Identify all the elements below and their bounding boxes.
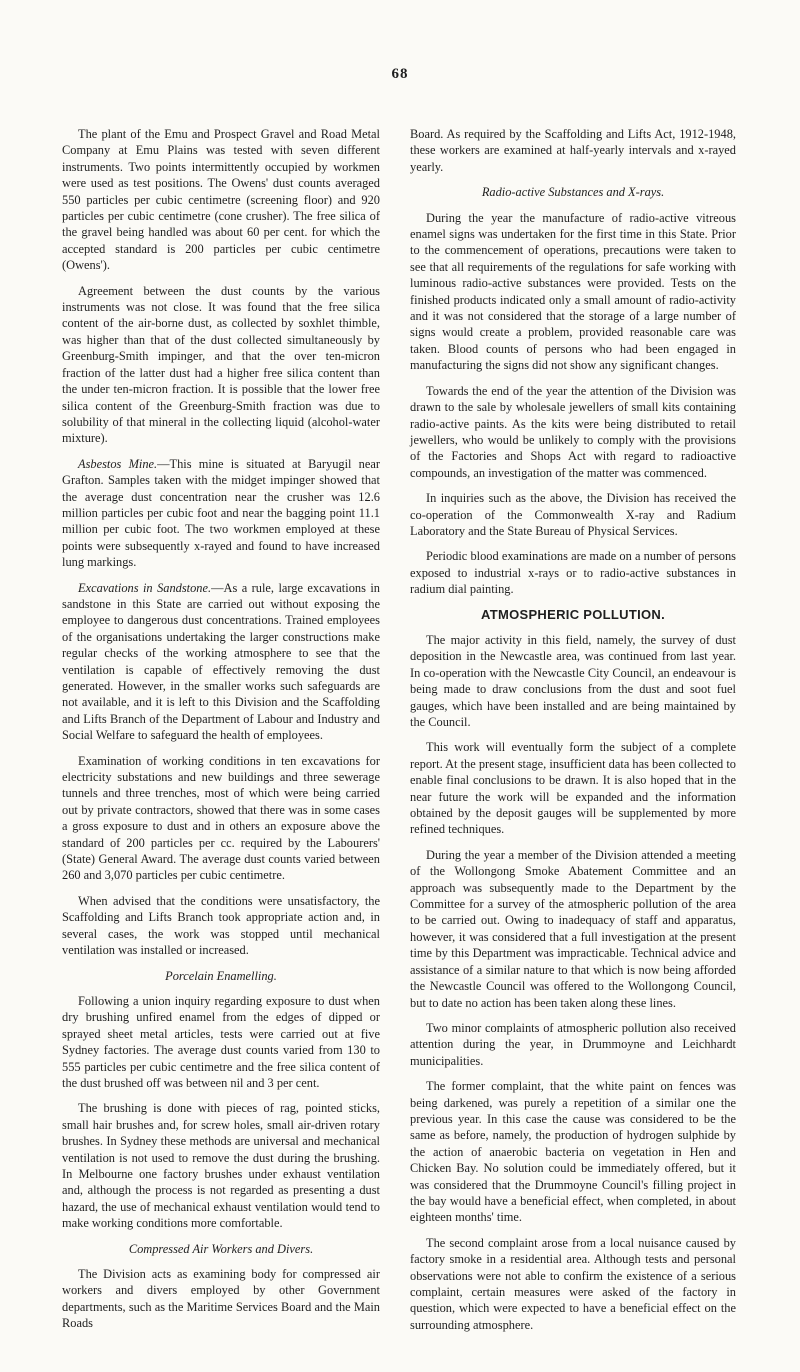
paragraph: In inquiries such as the above, the Division has received the co-operation of the Commonwealth X-ray and Radium Laboratory and the State Bureau of Physical Services. [410, 491, 736, 538]
subheading: Compressed Air Workers and Divers. [128, 1241, 314, 1256]
paragraph: During the year a member of the Division attended a meeting of the Wollongong Smoke Abatement Committee and an approach was subsequently made to the Department by the Committee for a survey of the atmospheric pollution of the area to be carried out. Owing to inadequacy of staff and apparatus, however, it was considered that a full investigation at the present time by this Department was impracticable. Technical advice and assistance of a similar nature to that which is now being afforded the Newcastle Council was offered to the Wollongong Council, but to date no action has been taken along these lines. [410, 847, 736, 1010]
paragraph: The second complaint arose from a local nuisance caused by factory smoke in a residential area. Although tests and personal observations were not able to confirm the existence of a serious complaint, certain measures were asked of the factory in question, which were expected to have a beneficial effect on the surrounding atmosphere. [410, 1235, 736, 1332]
subheading: Radio-active Substances and X-rays. [481, 185, 665, 200]
page-number: 68 [391, 66, 409, 82]
paragraph: The major activity in this field, namely, the survey of dust deposition in the Newcastle area, was continued from last year. In co-operation with the Newcastle City Council, an endeavour is being made to draw conclusions from the dust and soot fuel gauges, which have been installed and are being maintained by the Council. [410, 632, 736, 729]
paragraph: The plant of the Emu and Prospect Gravel and Road Metal Company at Emu Plains was tested with seven different instruments. Two points intermittently occupied by workmen were used as test positions. The Owens' dust counts averaged 550 particles per cubic centimetre (screening floor) and 920 particles per cubic centimetre (cone crusher). The free silica of the gravel being handled was about 60 per cent. for which the accepted standard is 200 particles per cubic centimetre (Owens'). [62, 127, 380, 273]
paragraph: The brushing is done with pieces of rag, pointed sticks, small hair brushes and, for screw holes, small air-driven rotary brushes. In Sydney these methods are universal and mechanical ventilation is not used to remove the dust during the brushing. In Melbourne one factory brushes under exhaust ventilation and, although the process is not regarded as presenting a dust hazard, the use of mechanical exhaust ventilation would tend to make working conditions more comfortable. [62, 1101, 380, 1231]
section-heading: ATMOSPHERIC POLLUTION. [480, 606, 666, 622]
paragraph: This work will eventually form the subject of a complete report. At the present stage, insufficient data has been collected to enable final conclusions to be drawn. It is also hoped that in the near future the work will be expanded and the information obtained by the deposit gauges will be supplemented by more refined techniques. [410, 740, 736, 837]
paragraph: Two minor complaints of atmospheric pollution also received attention during the year, in Drummoyne and Leichhardt municipalities. [410, 1020, 736, 1068]
paragraph-lead: Asbestos Mine. [78, 456, 158, 471]
paragraph: During the year the manufacture of radio-active vitreous enamel signs was undertaken for the first time in this State. Prior to the commencement of operations, precautions were taken to see that all requirements of the regulations for safe working with luminous radio-active substances were provided. Tests on the finished products indicated only a small amount of radio-activity and it was not considered that the storage of a large number of signs would create a problem, provided reasonable care was taken. Blood counts of persons who had been engaged in manufacturing the signs did not show any significant changes. [410, 210, 736, 373]
paragraph: Agreement between the dust counts by the various instruments was not close. It was found that the free silica content of the air-borne dust, as collected by soxhlet thimble, was higher than that of the dust collected simultaneously by Greenburg-Smith impinger, and that the over ten-micron fraction of the latter dust had a higher free silica content than the under ten-micron fraction. It is possible that the lower free silica content of the Greenburg-Smith fraction was due to solubility of that mineral in the collecting liquid (alcohol-water mixture). [62, 283, 380, 446]
paragraph [62, 456, 380, 571]
paragraph: Towards the end of the year the attention of the Division was drawn to the sale by wholesale jewellers of small kits containing radio-active paints. As the kits were being distributed to retail jewellers, who would be unlikely to comply with the provisions of the Factories and Shops Act with regard to radioactive compounds, an investigation of the matter was commenced. [410, 383, 736, 480]
paragraph: Periodic blood examinations are made on a number of persons exposed to industrial x-rays or to radio-active substances in radium dial painting. [410, 549, 736, 597]
paragraph-lead: Excavations in Sandstone. [78, 580, 212, 595]
paragraph: The former complaint, that the white paint on fences was being darkened, was purely a repetition of a similar one the previous year. In this case the cause was considered to be the same as before, namely, the production of hydrogen sulphide by the action of anaerobic bacteria on vegetation in Hen and Chicken Bay. No solution could be immediately offered, but it was considered that the Drummoyne Council's filling project in the bay would have a beneficial effect, when completed, in about eighteen months' time. [410, 1079, 736, 1225]
left-column [62, 126, 380, 1341]
paragraph: Examination of working conditions in ten excavations for electricity substations and new buildings and three sewerage tunnels and three trenches, most of which were being carried out by private contractors, showed that there was in some cases a gross exposure to dust and in others an exposure above the standard of 200 particles per cc. required by the Labourers' (State) General Award. The average dust counts varied between 260 and 3,070 particles per cubic centimetre. [62, 753, 380, 883]
paragraph-body: —As a rule, large excavations in sandstone in this State are carried out without exposing the employee to dangerous dust concentrations. Trained employees of the organisations undertaking the larger constructions make regular checks of the working atmosphere to see that the ventilation is capable of effectively removing the dust generated. However, in the smaller works such safeguards are not available, and it is left to this Division and the Scaffolding and Lifts Branch of the Department of Labour and Industry and Social Welfare to safeguard the health of employees. [62, 580, 380, 743]
paragraph: When advised that the conditions were unsatisfactory, the Scaffolding and Lifts Branch took appropriate action and, in several cases, the work was stopped until mechanical ventilation was installed or increased. [62, 893, 380, 958]
paragraph [62, 580, 380, 744]
paragraph-body: —This mine is situated at Baryugil near Grafton. Samples taken with the midget impinger showed that the average dust concentration near the crusher was 12.6 million particles per cubic foot and near the bagging point 11.1 million per cubic foot. The two workmen employed at these points were subsequently x-rayed and found to have increased lung markings. [62, 456, 380, 570]
paragraph: Board. As required by the Scaffolding and Lifts Act, 1912-1948, these workers are examined at half-yearly intervals and x-rayed yearly. [410, 127, 736, 174]
right-column [410, 126, 736, 1342]
subheading: Porcelain Enamelling. [165, 968, 277, 983]
paragraph: Following a union inquiry regarding exposure to dust when dry brushing unfired enamel from the edges of dipped or sprayed sheet metal articles, tests were carried out at five Sydney factories. The average dust counts varied from 130 to 555 particles per cubic centimetre and the free silica content of the dust brushed off was between nil and 3 per cent. [62, 993, 380, 1090]
paragraph: The Division acts as examining body for compressed air workers and divers employed by other Government departments, such as the Maritime Services Board and the Main Roads [62, 1267, 380, 1331]
